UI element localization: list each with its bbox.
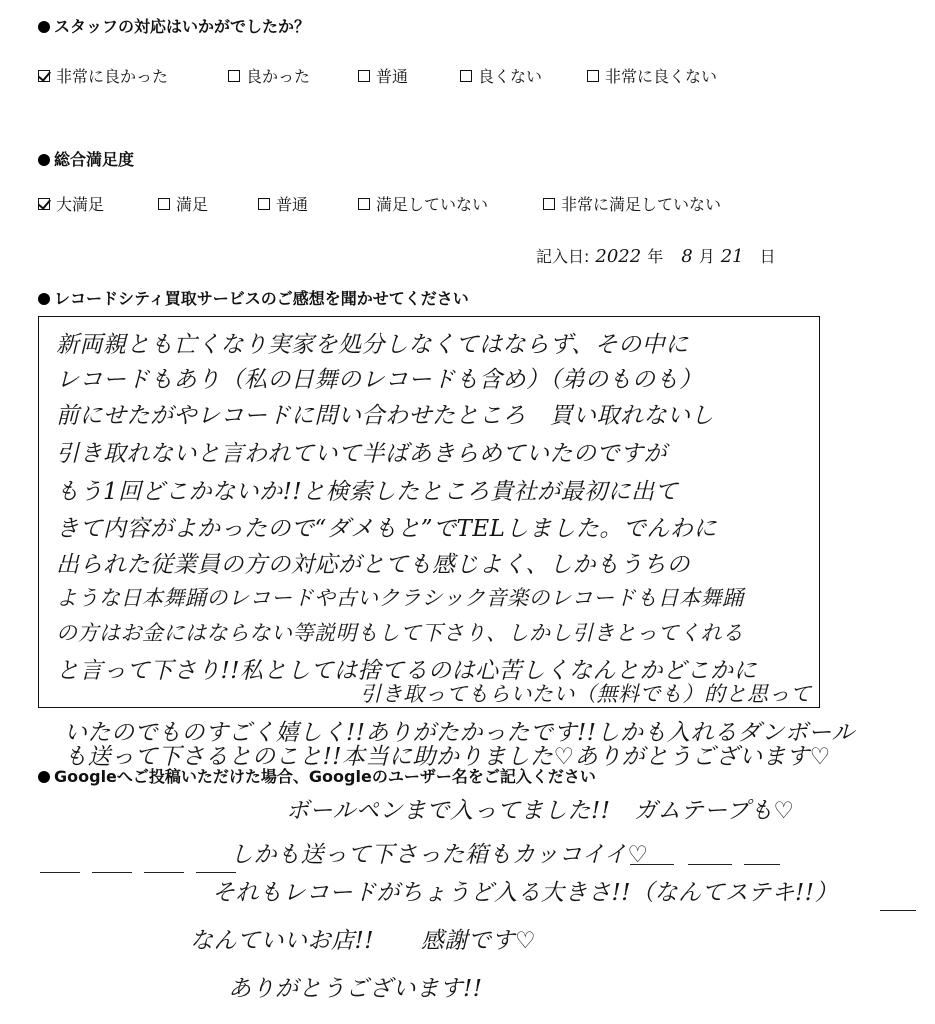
underline-dash [744,864,780,865]
comment-line: レコードもあり（私の日舞のレコードも含め）（弟のものも） [56,367,703,393]
entry-date [536,244,776,267]
underline-dash [144,872,184,873]
staff-option-bad[interactable]: 良くない [460,64,542,87]
bullet-icon [38,771,50,783]
section1-title: スタッフの対応はいかがでしたか？ [38,14,310,37]
checkbox-checked-icon[interactable] [38,70,50,82]
checkbox-checked-icon[interactable] [38,198,50,210]
staff-option-good[interactable]: 良かった [228,64,310,87]
underline-dash [880,910,916,911]
satisfaction-option-very-satisfied[interactable]: 大満足 [38,192,104,215]
google-comment-line: ありがとうございます!! [228,976,483,1002]
date-day: 21 [720,246,744,267]
checkbox-icon[interactable] [358,70,370,82]
date-label: 記入日: [536,247,590,266]
google-comment-line: しかも送って下さった箱もカッコイイ♡ [230,842,649,868]
satisfaction-option-not-satisfied[interactable]: 満足していない [358,192,488,215]
google-comment-line: ボールペンまで入ってました!! ガムテープも♡ [286,798,795,824]
date-year-unit: 年 [647,247,664,266]
checkbox-icon[interactable] [158,198,170,210]
comment-line: もう1回どこかないか!!と検索したところ貴社が最初に出て [56,479,679,505]
underline-dash [40,872,80,873]
comment-line: 新両親とも亡くなり実家を処分しなくてはならず、その中に [56,332,689,358]
satisfaction-option-very-not-satisfied[interactable]: 非常に満足していない [543,192,721,215]
date-year: 2022 [595,246,642,267]
underline-dash [630,864,674,865]
comment-line: と言って下さり!!私としては捨てるのは心苦しくなんとかどこかに [56,658,757,684]
comment-line: 前にせたがやレコードに問い合わせたところ 買い取れないし [56,403,714,429]
underline-dash [688,864,732,865]
checkbox-icon[interactable] [587,70,599,82]
google-comment-line: なんていいお店!! 感謝です♡ [190,928,537,954]
comment-line: 出られた従業員の方の対応がとても感じよく、しかもうちの [56,552,691,578]
bullet-icon [38,293,50,305]
comment-line: 引き取ってもらいたい（無料でも）的と思って [360,682,812,706]
section2-title: 総合満足度 [38,147,134,170]
comment-line-outside: も送って下さるとのこと!!本当に助かりました♡ありがとうございます♡ [64,744,831,770]
underline-dash [92,872,132,873]
section3-title: レコードシティ買取サービスのご感想を聞かせてください [38,286,469,309]
staff-option-normal[interactable]: 普通 [358,64,408,87]
google-comment-line: それもレコードがちょうど入る大きさ!!（なんてステキ!!） [212,880,839,906]
bullet-icon [38,21,50,33]
comment-line: 引き取れないと言われていて半ばあきらめていたのですが [56,441,667,467]
comment-line: の方はお金にはならない等説明もして下さり、しかし引きとってくれる [56,621,744,645]
comment-line-outside: いたのでものすごく嬉しく!!ありがたかったです!!しかも入れるダンボール [64,720,855,746]
bullet-icon [38,154,50,166]
comment-line: ような日本舞踊のレコードや古いクラシック音楽のレコードも日本舞踊 [56,586,744,610]
checkbox-icon[interactable] [543,198,555,210]
staff-option-very-good[interactable]: 非常に良かった [38,64,168,87]
satisfaction-option-satisfied[interactable]: 満足 [158,192,208,215]
checkbox-icon[interactable] [460,70,472,82]
checkbox-icon[interactable] [258,198,270,210]
checkbox-icon[interactable] [358,198,370,210]
date-month: 8 [681,246,693,267]
section4-title: Googleへご投稿いただけた場合、Googleのユーザー名をご記入ください [38,764,596,787]
comment-line: きて内容がよかったので“ダメもと”でTELしました。でんわに [56,516,717,542]
staff-option-very-bad[interactable]: 非常に良くない [587,64,717,87]
checkbox-icon[interactable] [228,70,240,82]
satisfaction-option-normal[interactable]: 普通 [258,192,308,215]
date-month-unit: 月 [698,247,715,266]
date-day-unit: 日 [759,247,776,266]
underline-dash [196,872,236,873]
